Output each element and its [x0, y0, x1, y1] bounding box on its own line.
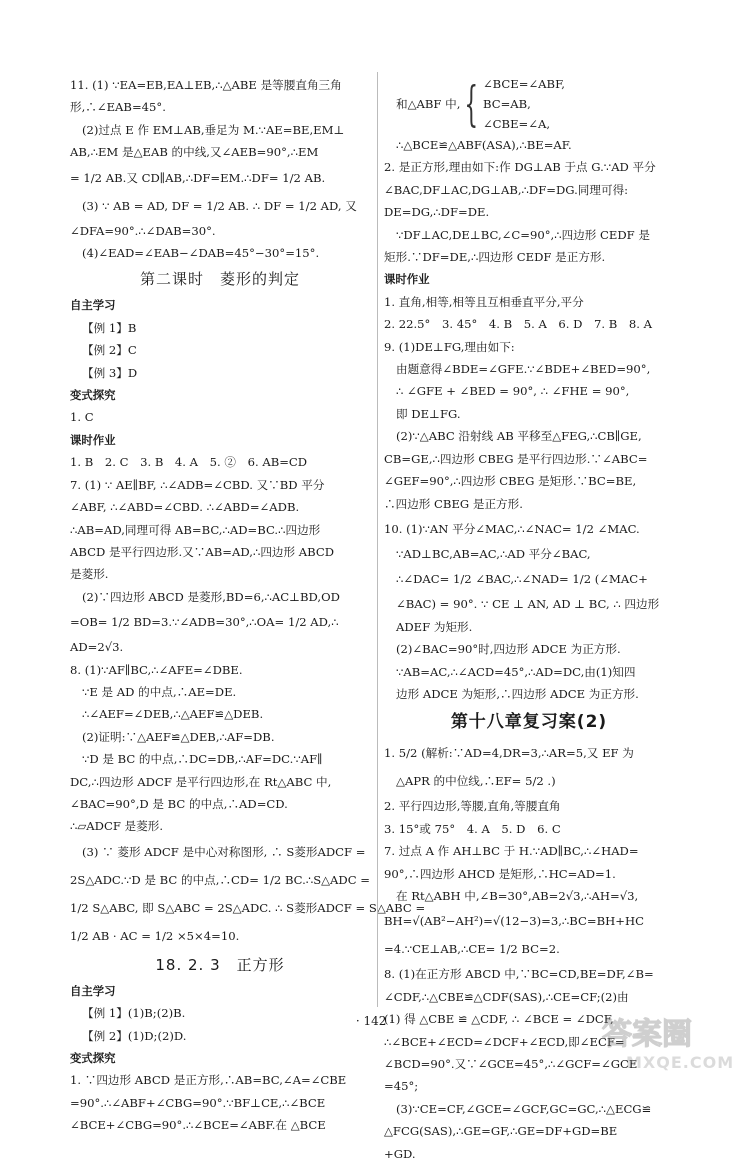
text-line: ∴∠BCE+∠ECD=∠DCF+∠ECD,即∠ECF= — [384, 1034, 625, 1049]
text-line: 1. 5/2 (解析:∵AD=4,DR=3,∴AR=5,又 EF 为 — [384, 746, 634, 761]
text-line: =45°; — [384, 1079, 419, 1094]
column-divider — [377, 72, 378, 1007]
text-line: (2)证明:∵△AEF≌△DEB,∴AF=DB. — [82, 729, 275, 744]
brace-line: BC=AB, — [482, 97, 531, 111]
text-line: 11. (1) ∵EA=EB,EA⊥EB,∴△ABE 是等腰直角三角 — [70, 78, 342, 92]
text-line: (4)∠EAD=∠EAB−∠DAB=45°−30°=15°. — [82, 246, 320, 261]
brace-line: ∠BCE=∠ABF, — [482, 77, 565, 91]
text-line: △APR 的中位线,∴EF= 5/2 .) — [396, 774, 556, 789]
text-line: 1. C — [70, 410, 94, 425]
text-line: 边形 ADCE 为矩形,∴四边形 ADCE 为正方形. — [396, 686, 639, 701]
text-line: 7. 过点 A 作 AH⊥BC 于 H.∵AD∥BC,∴∠HAD= — [384, 844, 639, 859]
text-line: DE=DG,∴DF=DE. — [384, 205, 490, 220]
text-line: 10. (1)∵AN 平分∠MAC,∴∠NAC= 1/2 ∠MAC. — [384, 521, 640, 536]
section-heading: 变式探究 — [70, 388, 116, 403]
brace-prefix: 和△ABF 中, — [396, 96, 461, 111]
text-line: 8. (1)∵AF∥BC,∴∠AFE=∠DBE. — [70, 662, 243, 677]
text-line: (2)∵四边形 ABCD 是菱形,BD=6,∴AC⊥BD,OD — [82, 589, 340, 604]
text-line: AB,∴EM 是△EAB 的中线,又∠AEB=90°,∴EM — [70, 145, 319, 160]
text-line: =90°.∴∠ABF+∠CBG=90°.∵BF⊥CE,∴∠BCE — [70, 1095, 326, 1110]
text-line: 在 Rt△ABH 中,∠B=30°,AB=2√3,∴AH=√3, — [396, 888, 639, 903]
text-line: 【例 1】(1)B;(2)B. — [82, 1006, 186, 1021]
text-line: 【例 2】(1)D;(2)D. — [82, 1028, 187, 1043]
text-line: AD=2√3. — [70, 640, 124, 655]
section-title: 18. 2. 3 正方形 — [155, 955, 285, 974]
brace-lines — [483, 74, 565, 134]
text-line: ∠BAC=90°,D 是 BC 的中点,∴AD=CD. — [70, 796, 288, 811]
text-line: =OB= 1/2 BD=3.∵∠ADB=30°,∴OA= 1/2 AD,∴ — [70, 615, 339, 630]
text-line: 【例 3】D — [82, 365, 138, 380]
text-line: (2)∵△ABC 沿射线 AB 平移至△FEG,∴CB∥GE, — [396, 429, 642, 444]
text-line: ∠ABF, ∴∠ABD=∠CBD. ∴∠ABD=∠ADB. — [70, 500, 300, 515]
section-title: 第十八章复习案(2) — [450, 712, 608, 733]
text-line: 1. 直角,相等,相等且互相垂直平分,平分 — [384, 294, 584, 309]
text-line: 2. 是正方形,理由如下:作 DG⊥AB 于点 G.∵AD 平分 — [384, 160, 656, 175]
text-line: 90°,∴四边形 AHCD 是矩形,∴HC=AD=1. — [384, 866, 616, 881]
text-line: 矩形.∵DF=DE,∴四边形 CEDF 是正方形. — [384, 250, 606, 265]
text-line: (3)∵CE=CF,∠GCE=∠GCF,GC=GC,∴△ECG≌ — [396, 1101, 652, 1116]
text-line: 即 DE⊥FG. — [396, 406, 461, 421]
text-line: +GD. — [384, 1146, 416, 1161]
text-line: ∴ ∠GFE + ∠BED = 90°, ∴ ∠FHE = 90°, — [396, 384, 630, 399]
brace-system — [384, 74, 674, 134]
text-line: ∵AB=AC,∴∠ACD=45°,∴AD=DC,由(1)知四 — [396, 664, 636, 679]
text-line: ∵AD⊥BC,AB=AC,∴AD 平分∠BAC, — [396, 546, 591, 561]
text-line: CB=GE,∴四边形 CBEG 是平行四边形.∵∠ABC= — [384, 451, 648, 466]
section-heading: 课时作业 — [70, 432, 116, 447]
right-column-body — [384, 134, 674, 1165]
text-line: (2)过点 E 作 EM⊥AB,垂足为 M.∵AE=BE,EM⊥ — [82, 122, 345, 137]
text-line: 1/2 AB · AC = 1/2 ×5×4=10. — [70, 928, 240, 943]
page-number: · 142 · — [355, 1014, 395, 1028]
text-line: 7. (1) ∵ AE∥BF, ∴∠ADB=∠CBD. 又∵BD 平分 — [70, 477, 325, 492]
svg-text:MXQE.COM: MXQE.COM — [626, 1053, 735, 1072]
section-heading: 课时作业 — [384, 272, 430, 287]
text-line: ∠BAC,DF⊥AC,DG⊥AB,∴DF=DG.同理可得: — [384, 182, 629, 197]
text-line: 9. (1)DE⊥FG,理由如下: — [384, 339, 515, 354]
text-line: 形,∴∠EAB=45°. — [70, 100, 166, 115]
right-column — [384, 74, 674, 1165]
text-line: ∠DFA=90°.∴∠DAB=30°. — [70, 223, 216, 238]
text-line: ∠BAC) = 90°. ∵ CE ⊥ AN, AD ⊥ BC, ∴ 四边形 — [396, 597, 660, 612]
text-line: 3. 15°或 75° 4. A 5. D 6. C — [384, 821, 561, 836]
text-line: = 1/2 AB.又 CD∥AB,∴DF=EM.∴DF= 1/2 AB. — [70, 170, 326, 185]
text-line: 2. 22.5° 3. 45° 4. B 5. A 6. D 7. B 8. A — [384, 317, 653, 332]
text-line: ∠GEF=90°,∴四边形 CBEG 是矩形.∵BC=BE, — [384, 474, 637, 489]
text-line: (3) ∵ 菱形 ADCF 是中心对称图形, ∴ S菱形ADCF = — [82, 844, 366, 859]
text-line: 由题意得∠BDE=∠GFE.∵∠BDE+∠BED=90°, — [396, 362, 651, 377]
text-line: ∴∠DAC= 1/2 ∠BAC,∴∠NAD= 1/2 (∠MAC+ — [396, 572, 648, 587]
text-line: ∴▱ADCF 是菱形. — [70, 819, 164, 834]
text-line: ∵D 是 BC 的中点,∴DC=DB,∴AF=DC.∵AF∥ — [82, 752, 323, 767]
text-line: ∴∠AEF=∠DEB,∴△AEF≌△DEB. — [82, 707, 264, 722]
text-line: ∵DF⊥AC,DE⊥BC,∠C=90°,∴四边形 CEDF 是 — [396, 227, 651, 242]
text-line: 2. 平行四边形,等腰,直角,等腰直角 — [384, 799, 561, 814]
brace-line: ∠CBE=∠A, — [482, 117, 551, 131]
text-line: 8. (1)在正方形 ABCD 中,∵BC=CD,BE=DF,∠B= — [384, 967, 654, 982]
section-heading: 自主学习 — [70, 298, 116, 313]
text-line: 2S△ADC.∵D 是 BC 的中点,∴CD= 1/2 BC.∴S△ADC = — [70, 872, 370, 887]
text-line: 【例 2】C — [82, 343, 137, 358]
text-line: ∠BCD=90°.又∵∠GCE=45°,∴∠GCF=∠GCE — [384, 1057, 638, 1071]
section-heading: 变式探究 — [70, 1051, 116, 1065]
text-line: (1) 得 △CBE ≌ △CDF, ∴ ∠BCE = ∠DCF, — [384, 1012, 614, 1027]
text-line: ∵E 是 AD 的中点,∴AE=DE. — [82, 684, 237, 699]
left-brace-icon: { — [464, 76, 479, 132]
text-line: ∴四边形 CBEG 是正方形. — [384, 496, 523, 511]
svg-text:答案圈: 答案圈 — [602, 1017, 692, 1052]
text-line: 是菱形. — [70, 567, 109, 582]
section-heading: 自主学习 — [70, 983, 116, 998]
watermark-logo — [596, 1012, 746, 1076]
text-line: △FCG(SAS),∴GE=GF,∴GE=DF+GD=BE — [384, 1124, 618, 1139]
text-line: ABCD 是平行四边形.又∵AB=AD,∴四边形 ABCD — [70, 544, 335, 559]
text-line: 1. ∵四边形 ABCD 是正方形,∴AB=BC,∠A=∠CBE — [70, 1073, 347, 1088]
text-line: ADEF 为矩形. — [396, 619, 473, 634]
text-line: (2)∠BAC=90°时,四边形 ADCE 为正方形. — [396, 642, 621, 657]
text-line: 1/2 S△ABC, 即 S△ABC = 2S△ADC. ∴ S菱形ADCF = S△ABC = — [70, 900, 426, 915]
text-line: 1. B 2. C 3. B 4. A 5. ② 6. AB=CD — [70, 455, 308, 470]
text-line: ∴△BCE≌△ABF(ASA),∴BE=AF. — [396, 138, 572, 152]
text-line: (3) ∵ AB = AD, DF = 1/2 AB. ∴ DF = 1/2 AD, 又 — [82, 198, 357, 213]
text-line: BH=√(AB²−AH²)=√(12−3)=3,∴BC=BH+HC — [384, 914, 644, 929]
text-line: ∠BCE+∠CBG=90°.∴∠BCE=∠ABF.在 △BCE — [70, 1118, 326, 1133]
text-line: ∴AB=AD,同理可得 AB=BC,∴AD=BC.∴四边形 — [70, 522, 321, 537]
text-line: =4.∵CE⊥AB,∴CE= 1/2 BC=2. — [384, 942, 560, 957]
text-line: 【例 1】B — [82, 320, 137, 335]
section-title: 第二课时 菱形的判定 — [139, 270, 300, 289]
text-line: ∠CDF,∴△CBE≌△CDF(SAS),∴CE=CF;(2)由 — [384, 989, 629, 1004]
text-line: DC,∴四边形 ADCF 是平行四边形,在 Rt△ABC 中, — [70, 774, 332, 789]
